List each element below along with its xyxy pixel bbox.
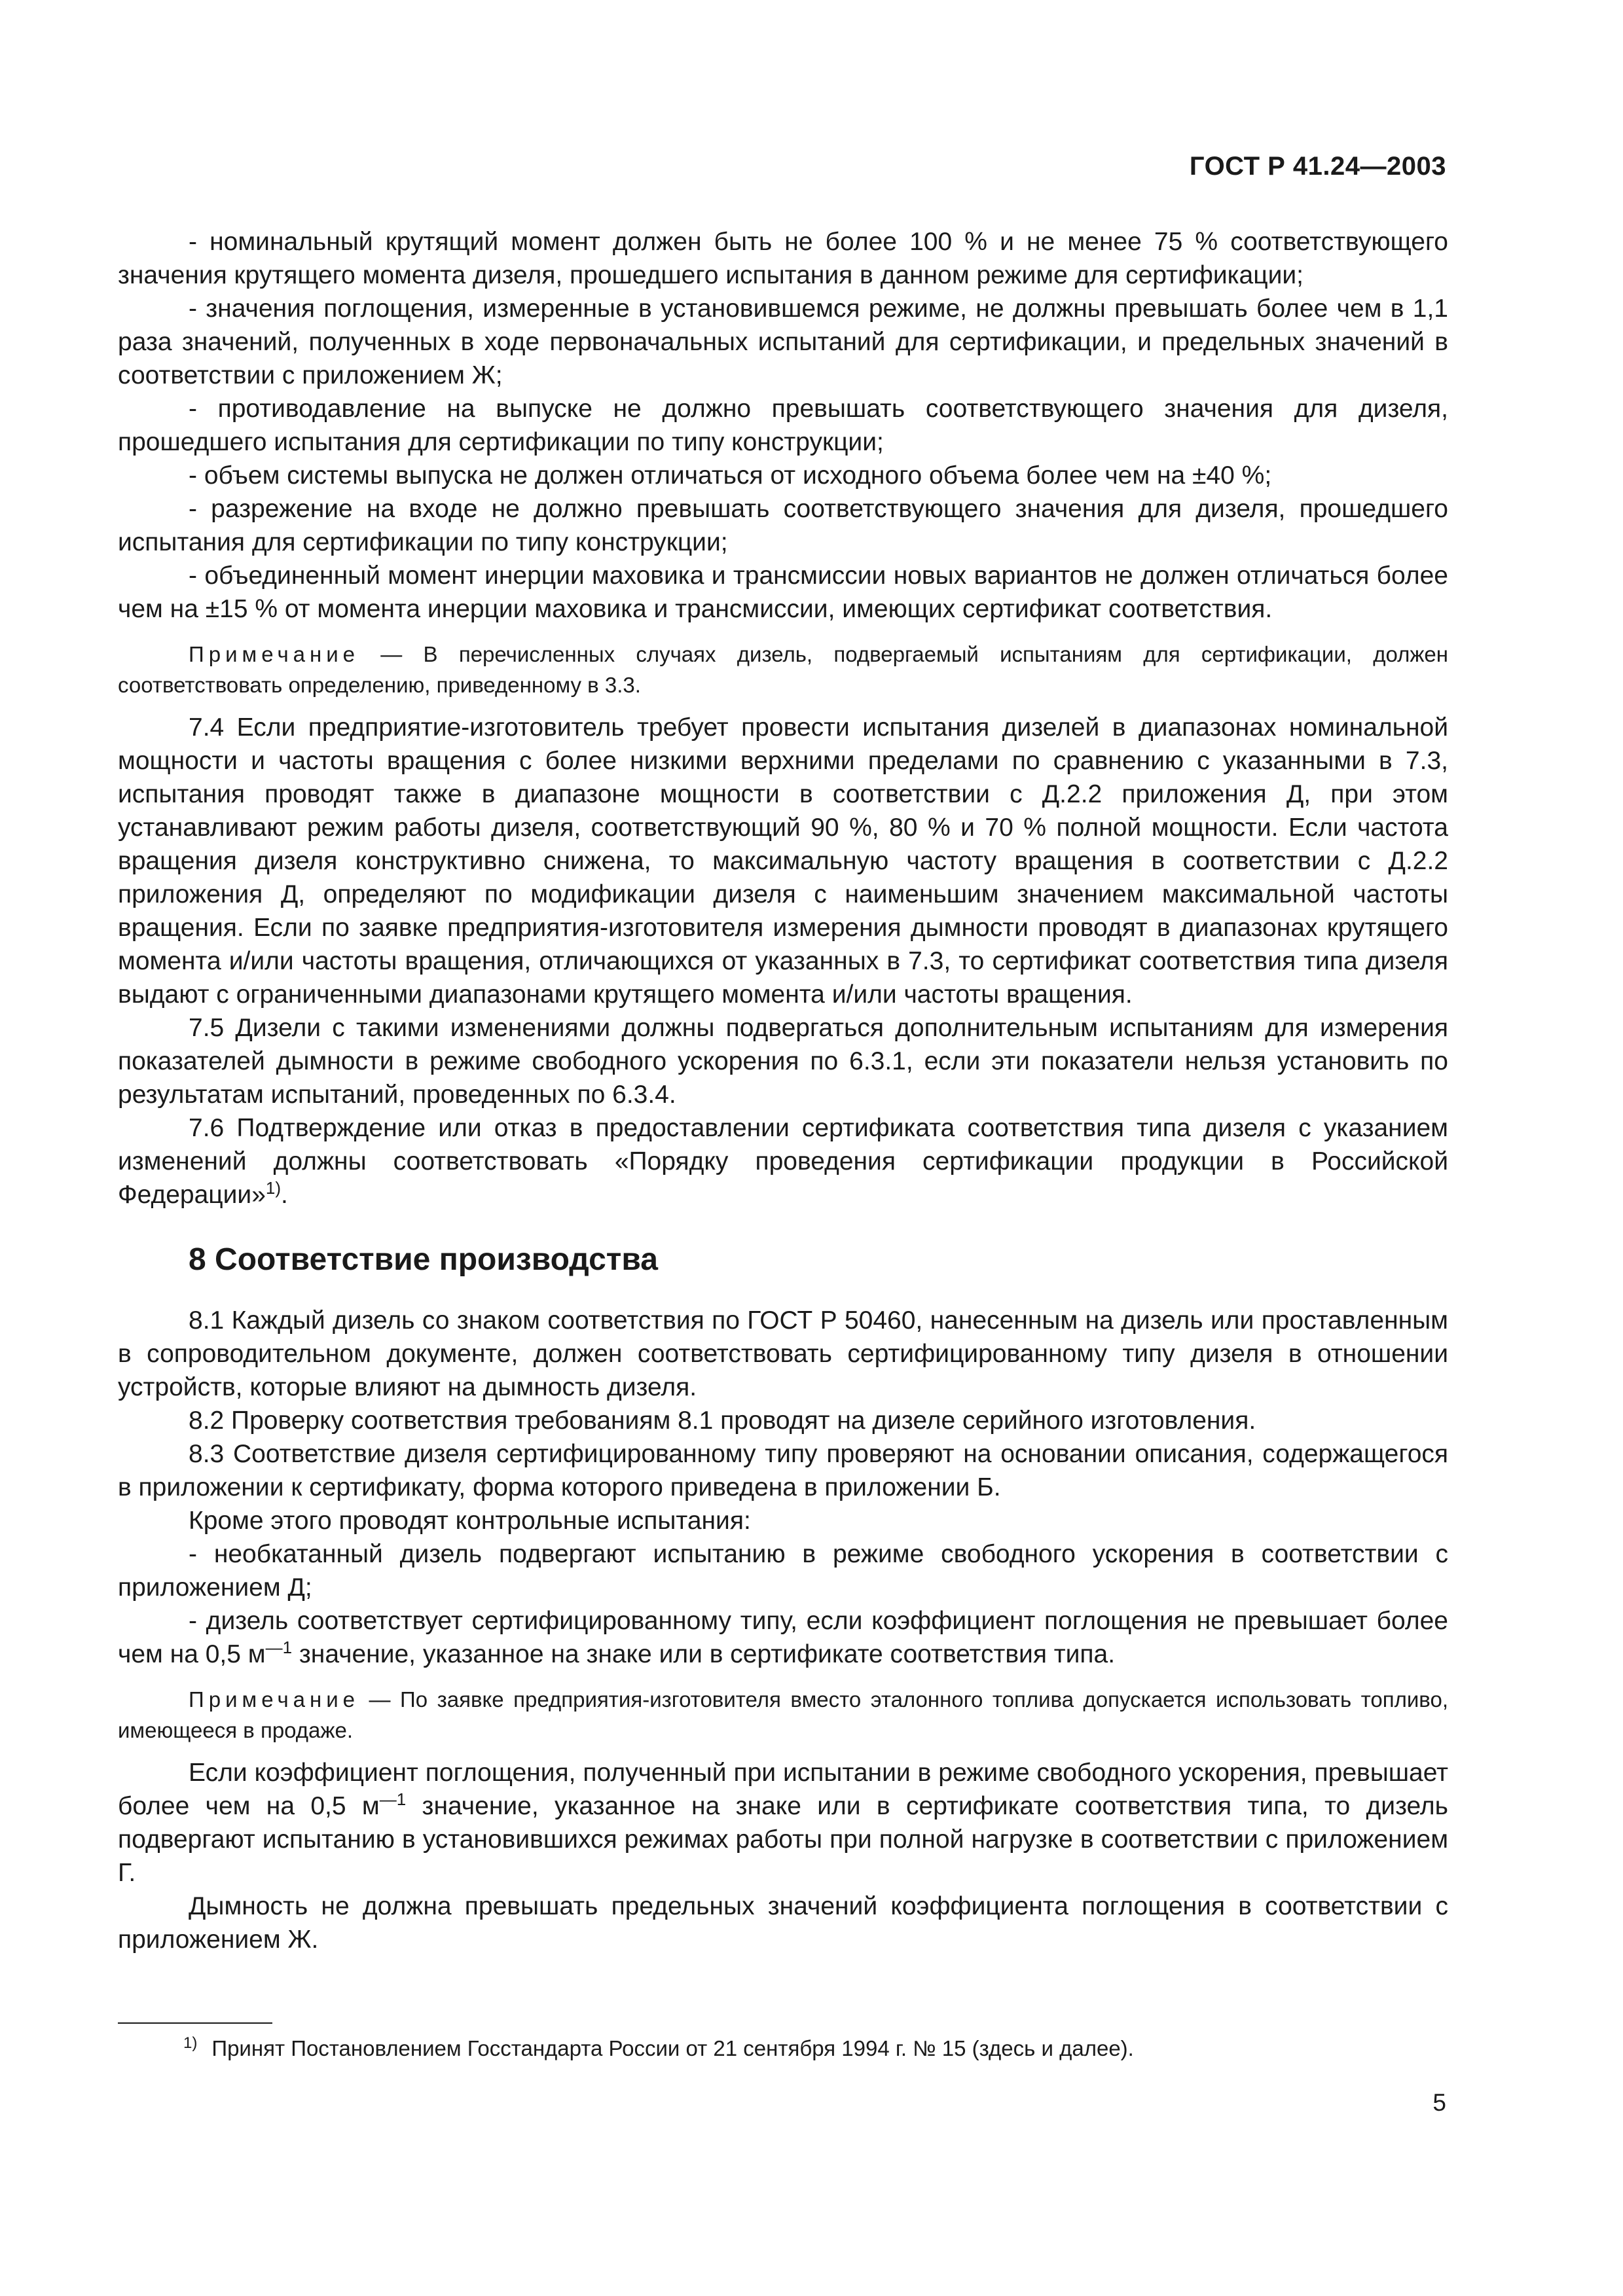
paragraph-tests-intro: Кроме этого проводят контрольные испытания:: [189, 1507, 751, 1535]
page-content: [118, 225, 1448, 1956]
paragraph-end: .: [281, 1181, 288, 1209]
note-1: [118, 639, 1448, 700]
exponent: —1: [379, 1789, 407, 1809]
list-item: - разрежение на входе не должно превышать соответствующего значения для дизеля, прошедшего испытания для сертификации по типу конструкции;: [118, 495, 1448, 556]
standard-designation: ГОСТ Р 41.24—2003: [1189, 152, 1446, 181]
footnote-text: Принят Постановлением Госстандарта России от 21 сентября 1994 г. № 15 (здесь и далее).: [211, 2036, 1134, 2060]
list-item: - объединенный момент инерции маховика и трансмиссии новых вариантов не должен отличаться более чем на ±15 % от момента инерции маховика и трансмиссии, имеющих сертификат соответствия.: [118, 562, 1448, 623]
page-number: 5: [1432, 2089, 1446, 2116]
paragraph-7-5: 7.5 Дизели с такими изменениями должны подвергаться дополнительным испытаниям для измерения показателей дымности в режиме свободного ускорения по 6.3.1, если эти показатели нельзя установить по результатам испытаний, проведенных по 6.3.4.: [118, 1014, 1448, 1109]
footnote-divider: [118, 2022, 272, 2024]
list-item: - необкатанный дизель подвергают испытанию в режиме свободного ускорения в соответствии с приложением Д;: [118, 1540, 1448, 1602]
list-item: - значения поглощения, измеренные в установившемся режиме, не должны превышать более чем в 1,1 раза значений, полученных в ходе первоначальных испытаний для сертификации, и предельных значений в соответствии с приложением Ж;: [118, 295, 1448, 389]
paragraph-8-3: 8.3 Соответствие дизеля сертифицированному типу проверяют на основании описания, содержащегося в приложении к сертификату, форма которого приведена в приложении Б.: [118, 1440, 1448, 1501]
paragraph-7-4: 7.4 Если предприятие-изготовитель требует провести испытания дизелей в диапазонах номинальной мощности и частоты вращения с более низкими верхними пределами по сравнению с указанными в 7.3, испытания проводят также в диапазоне мощности в соответствии с Д.2.2 приложения Д, при этом устанавливают режим работы дизеля, соответствующий 90 %, 80 % и 70 % полной мощности. Если частота вращения дизеля конструктивно снижена, то максимальную частоту вращения в соответствии с Д.2.2 приложения Д, определяют по модификации дизеля с наименьшим значением максимальной частоты вращения. Если по заявке предприятия-изготовителя измерения дымности проводят в диапазонах крутящего момента и/или частоты вращения, отличающихся от указанных в 7.3, то сертификат соответствия типа дизеля выдают с ограниченными диапазонами крутящего момента и/или частоты вращения.: [118, 713, 1448, 1009]
paragraph-text: 7.6 Подтверждение или отказ в предоставлении сертификата соответствия типа дизеля с указанием изменений должны соответствовать «Порядку проведения сертификации продукции в Российской Федерации»: [118, 1114, 1448, 1209]
list-item: - номинальный крутящий момент должен быть не более 100 % и не менее 75 % соответствующего значения крутящего момента дизеля, прошедшего испытания в данном режиме для сертификации;: [118, 228, 1448, 289]
note-label: Примечание: [189, 1687, 360, 1712]
paragraph-8-1: 8.1 Каждый дизель со знаком соответствия по ГОСТ Р 50460, нанесенным на дизель или проставленным в сопроводительном документе, должен соответствовать сертифицированному типу дизеля в отношении устройств, которые влияют на дымность дизеля.: [118, 1306, 1448, 1401]
footnote-reference: 1): [265, 1178, 282, 1198]
paragraph-8-2: 8.2 Проверку соответствия требованиям 8.1 проводят на дизеле серийного изготовления.: [189, 1407, 1256, 1435]
paragraph-text: - дизель соответствует сертифицированному типу, если коэффициент поглощения не превышает более чем на 0,5 м: [118, 1607, 1448, 1668]
exponent: —1: [265, 1638, 293, 1657]
list-item: [118, 1604, 1448, 1671]
paragraph-text-tail: значение, указанное на знаке или в сертификате соответствия типа.: [292, 1640, 1116, 1668]
section-heading: 8 Соответствие производства: [189, 1242, 658, 1277]
paragraph-smoke-limit: Дымность не должна превышать предельных значений коэффициента поглощения в соответствии с приложением Ж.: [118, 1892, 1448, 1954]
list-item: - объем системы выпуска не должен отличаться от исходного объема более чем на ±40 %;: [189, 461, 1272, 490]
paragraph-text: Если коэффициент поглощения, полученный при испытании в режиме свободного ускорения, превышает более чем на 0,5 м: [118, 1759, 1448, 1820]
note-label: Примечание: [189, 642, 360, 666]
note-2: [118, 1684, 1448, 1746]
footnote-mark: 1): [183, 2034, 198, 2052]
paragraph-text-tail: значение, указанное на знаке или в сертификате соответствия типа, то дизель подвергают испытанию в установившихся режимах работы при полной нагрузке в соответствии с приложением Г.: [118, 1792, 1449, 1887]
paragraph-7-6: [118, 1111, 1448, 1211]
list-item: - противодавление на выпуске не должно превышать соответствующего значения для дизеля, прошедшего испытания для сертификации по типу конструкции;: [118, 395, 1448, 456]
note-text: — В перечисленных случаях дизель, подвергаемый испытаниям для сертификации, должен соответствовать определению, приведенному в 3.3.: [118, 642, 1448, 697]
paragraph-coefficient-exceeded: [118, 1756, 1448, 1890]
footnote: [118, 2034, 1514, 2063]
note-text: — По заявке предприятия-изготовителя вместо эталонного топлива допускается использовать топливо, имеющееся в продаже.: [118, 1687, 1448, 1742]
